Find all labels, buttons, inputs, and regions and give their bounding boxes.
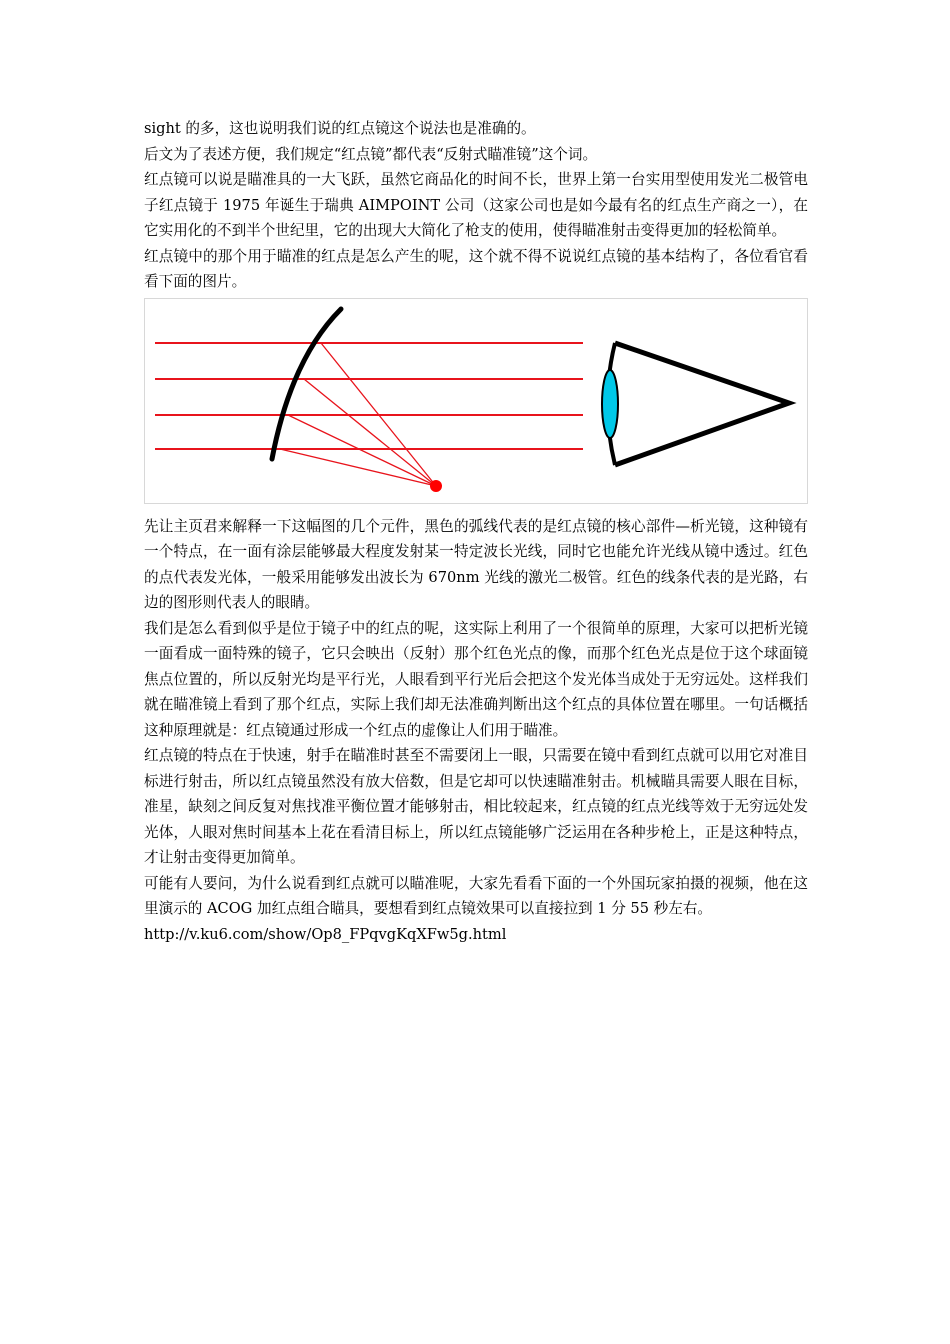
paragraph-7: 红点镜的特点在于快速，射手在瞄准时甚至不需要闭上一眼，只需要在镜中看到红点就可以用它对准目标进行射击，所以红点镜虽然没有放大倍数，但是它却可以快速瞄准射击。机械瞄具需要人眼在目标，准星，缺刻之间反复对焦找准平衡位置才能够射击，相比较起来，红点镜的红点光线等效于无穷远处发光体，人眼对焦时间基本上花在看清目标上，所以红点镜能够广泛运用在各种步枪上，正是这种特点，才让射击变得更加简单。 xyxy=(144,747,808,866)
human-eye-icon xyxy=(602,343,789,465)
eye-lens xyxy=(602,370,618,438)
paragraph-1: sight 的多，这也说明我们说的红点镜这个说法也是准确的。 xyxy=(144,120,536,137)
paragraph-8: 可能有人要问，为什么说看到红点就可以瞄准呢，大家先看看下面的一个外国玩家拍摄的视频，他在这里演示的 ACOG 加红点组合瞄具，要想看到红点镜效果可以直接拉到 1 分 55 秒左右。 xyxy=(144,874,808,917)
paragraph-5: 先让主页君来解释一下这幅图的几个元件，黑色的弧线代表的是红点镜的核心部件—析光镜，这种镜有一个特点，在一面有涂层能够最大程度发射某一特定波长光线，同时它也能允许光线从镜中透过。红色的点代表发光体，一般采用能够发出波长为 670nm 光线的激光二极管。红色的线条代表的是光路，右边的图形则代表人的眼睛。 xyxy=(144,517,808,611)
document-page xyxy=(144,116,808,947)
beam-splitter-mirror xyxy=(272,309,341,459)
paragraph-4: 红点镜中的那个用于瞄准的红点是怎么产生的呢，这个就不得不说说红点镜的基本结构了，各位看官看看下面的图片。 xyxy=(144,247,808,290)
video-link[interactable]: http://v.ku6.com/show/Op8_FPqvgKqXFw5g.html xyxy=(144,925,507,943)
eye-outline xyxy=(615,343,789,465)
parallel-light-rays xyxy=(155,343,583,449)
light-emitter-dot xyxy=(430,480,442,492)
red-dot-sight-diagram xyxy=(144,298,808,504)
paragraph-2: 后文为了表述方便，我们规定“红点镜”都代表“反射式瞄准镜”这个词。 xyxy=(144,145,598,163)
paragraph-6: 我们是怎么看到似乎是位于镜子中的红点的呢，这实际上利用了一个很简单的原理，大家可以把析光镜一面看成一面特殊的镜子，它只会映出（反射）那个红色光点的像，而那个红色光点是位于这个球面镜焦点位置的，所以反射光均是平行光，人眼看到平行光后会把这个发光体当成处于无穷远处。这样我们就在瞄准镜上看到了那个红点，实际上我们却无法准确判断出这个红点的具体位置在哪里。一句话概括这种原理就是：红点镜通过形成一个红点的虚像让人们用于瞄准。 xyxy=(144,619,808,739)
paragraph-3: 红点镜可以说是瞄准具的一大飞跃，虽然它商品化的时间不长，世界上第一台实用型使用发光二极管电子红点镜于 1975 年诞生于瑞典 AIMPOINT 公司（这家公司也是如今最有名的红点生产商之一），在它实用化的不到半个世纪里，它的出现大大简化了枪支的使用，使得瞄准射击变得更加的轻松简单。 xyxy=(144,171,808,239)
diagram-canvas xyxy=(145,299,807,503)
